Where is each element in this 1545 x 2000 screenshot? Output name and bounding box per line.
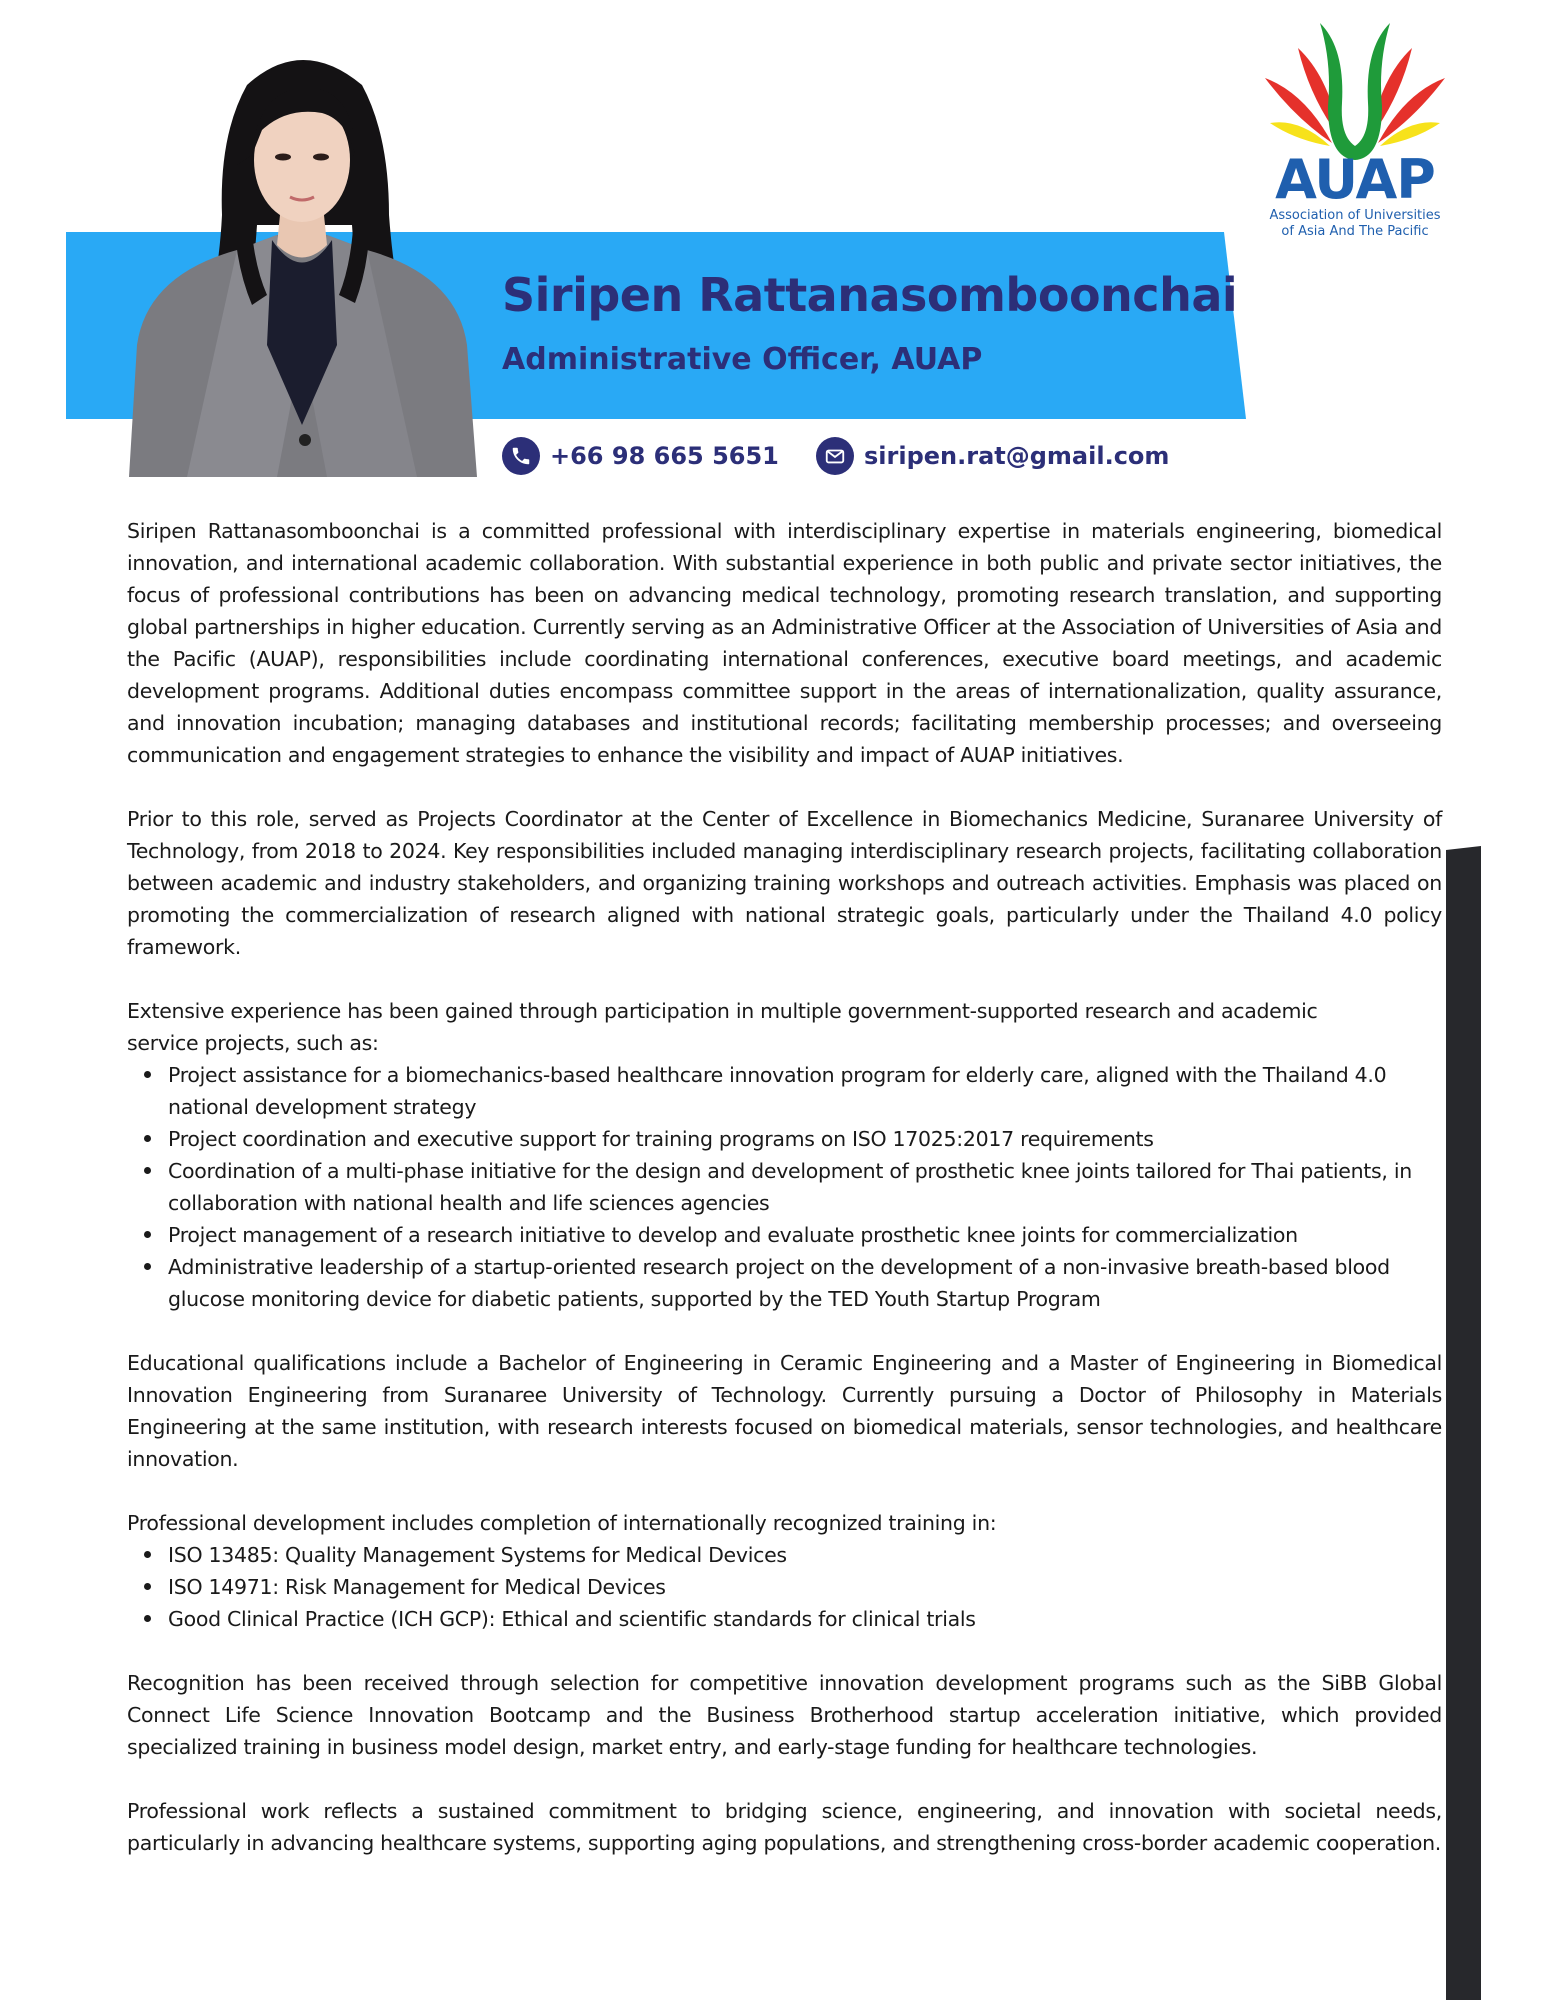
right-sidebar-bar <box>1446 846 1481 2000</box>
projects-intro <box>127 995 1442 1059</box>
bio-content <box>127 515 1442 1891</box>
list-item: ISO 14971: Risk Management for Medical Devices <box>168 1571 1442 1603</box>
projects-intro-line1: Extensive experience has been gained through participation in multiple government-supported research and academic <box>127 999 1318 1023</box>
list-item: ISO 13485: Quality Management Systems for Medical Devices <box>168 1539 1442 1571</box>
mail-icon <box>816 437 854 475</box>
profile-photo <box>127 45 477 477</box>
list-item: Project coordination and executive support for training programs on ISO 17025:2017 requirements <box>168 1123 1442 1155</box>
recognition-paragraph: Recognition has been received through selection for competitive innovation development programs such as the SiBB Global Connect Life Science Innovation Bootcamp and the Business Brotherhood startup acceleration initiative, which provided specialized training in business model design, market entry, and early-stage funding for healthcare technologies. <box>127 1671 1442 1759</box>
job-title: Administrative Officer, AUAP <box>502 342 983 377</box>
projects-intro-line2: service projects, such as: <box>127 1031 379 1055</box>
auap-logo-subtitle <box>1250 208 1460 240</box>
phone-number: +66 98 665 5651 <box>550 442 779 470</box>
list-item: Coordination of a multi-phase initiative for the design and development of prosthetic knee joints tailored for Thai patients, in collaboration with national health and life sciences agencies <box>168 1155 1442 1219</box>
auap-logo <box>1250 18 1460 248</box>
bio-paragraph-2: Prior to this role, served as Projects Coordinator at the Center of Excellence in Biomechanics Medicine, Suranaree University of Technology, from 2018 to 2024. Key responsibilities included managing interdisciplinary research projects, facilitating collaboration between academic and industry stakeholders, and organizing training workshops and outreach activities. Emphasis was placed on promoting the commercialization of research aligned with national strategic goals, particularly under the Thailand 4.0 policy framework. <box>127 807 1442 959</box>
education-paragraph: Educational qualifications include a Bachelor of Engineering in Ceramic Engineering and a Master of Engineering in Biomedical Innovation Engineering from Suranaree University of Technology. Currently pursuing a Doctor of Philosophy in Materials Engineering at the same institution, with research interests focused on biomedical materials, sensor technologies, and healthcare innovation. <box>127 1351 1442 1471</box>
list-item: Project assistance for a biomechanics-based healthcare innovation program for elderly care, aligned with the Thailand 4.0 national development strategy <box>168 1059 1442 1123</box>
list-item: Project management of a research initiative to develop and evaluate prosthetic knee joints for commercialization <box>168 1219 1442 1251</box>
list-item: Good Clinical Practice (ICH GCP): Ethical and scientific standards for clinical trials <box>168 1603 1442 1635</box>
phone-icon <box>502 437 540 475</box>
auap-logo-subtitle-line2: of Asia And The Pacific <box>1281 224 1429 239</box>
closing-paragraph: Professional work reflects a sustained commitment to bridging science, engineering, and innovation with societal needs, particularly in advancing healthcare systems, supporting aging populations, and strengthening cross-border academic cooperation. <box>127 1799 1442 1855</box>
training-intro: Professional development includes completion of internationally recognized training in: <box>127 1511 997 1535</box>
auap-logo-text: AUAP <box>1275 148 1435 211</box>
list-item: Administrative leadership of a startup-oriented research project on the development of a non-invasive breath-based blood glucose monitoring device for diabetic patients, supported by the TED Youth Startup Program <box>168 1251 1442 1315</box>
training-list <box>127 1539 1442 1635</box>
email-address: siripen.rat@gmail.com <box>864 442 1170 470</box>
bio-paragraph-1: Siripen Rattanasomboonchai is a committed professional with interdisciplinary expertise in materials engineering, biomedical innovation, and international academic collaboration. With substantial experience in both public and private sector initiatives, the focus of professional contributions has been on advancing medical technology, promoting research translation, and supporting global partnerships in higher education. Currently serving as an Administrative Officer at the Association of Universities of Asia and the Pacific (AUAP), responsibilities include coordinating international conferences, executive board meetings, and academic development programs. Additional duties encompass committee support in the areas of internationalization, quality assurance, and innovation incubation; managing databases and institutional records; facilitating membership processes; and overseeing communication and engagement strategies to enhance the visibility and impact of AUAP initiatives. <box>127 519 1442 767</box>
auap-logo-subtitle-line1: Association of Universities <box>1269 208 1441 223</box>
projects-list <box>127 1059 1442 1315</box>
person-name: Siripen Rattanasomboonchai <box>502 268 1238 322</box>
phone-contact[interactable] <box>502 437 779 475</box>
email-contact[interactable] <box>816 437 1169 475</box>
